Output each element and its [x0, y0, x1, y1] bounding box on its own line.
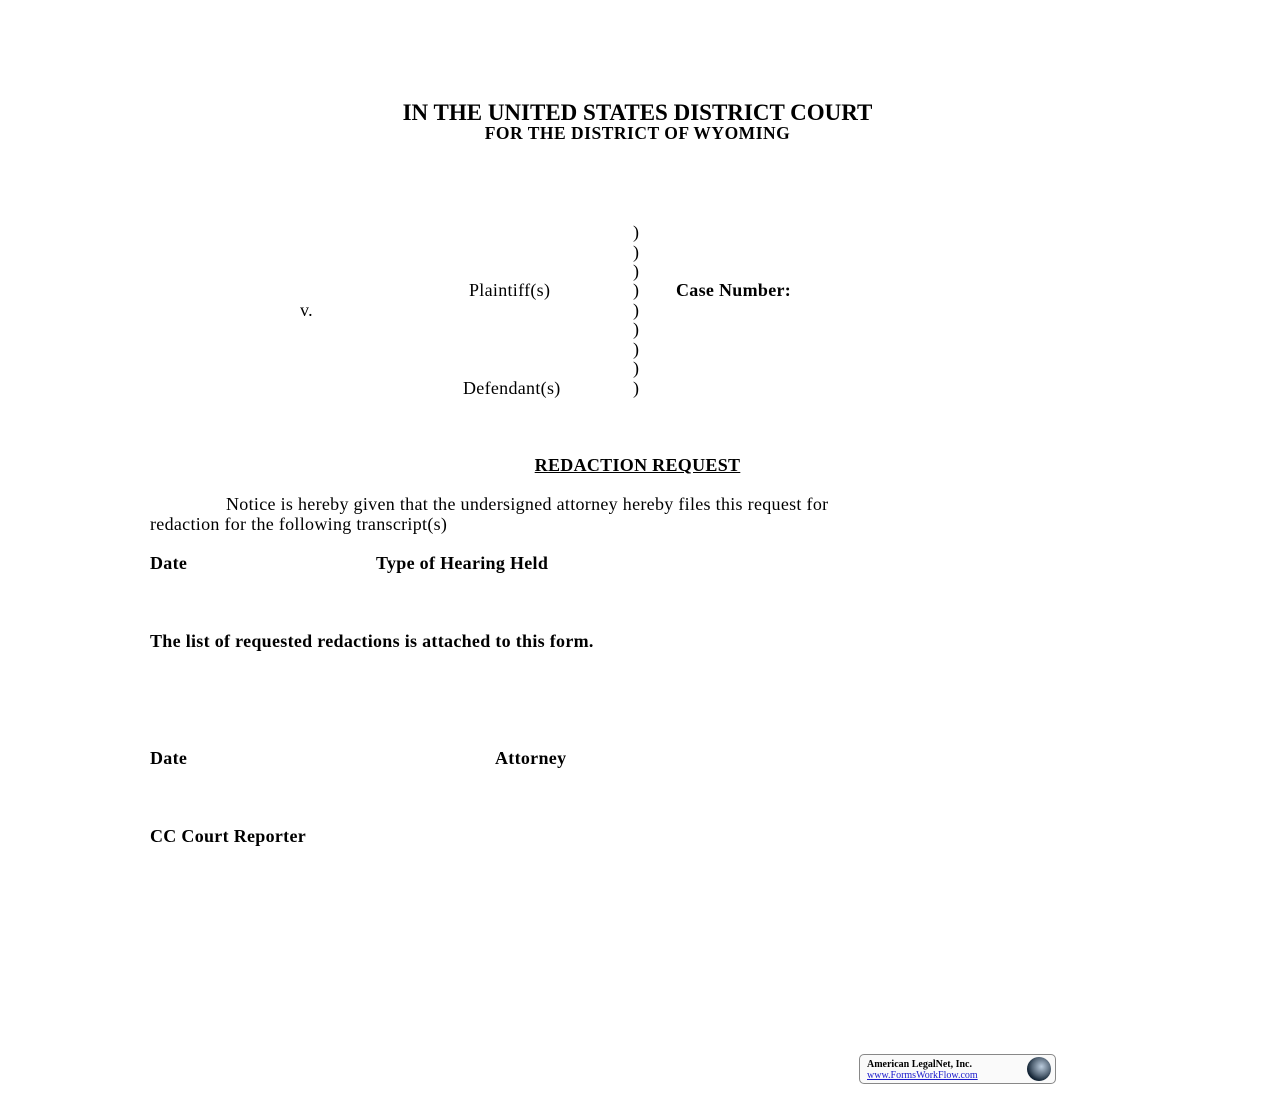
notice-line-1: Notice is hereby given that the undersigned attorney hereby files this request for — [226, 494, 829, 514]
logo-url-link[interactable]: www.FormsWorkFlow.com — [867, 1070, 978, 1081]
signature-date-label: Date — [150, 748, 188, 768]
caption-paren: ) — [633, 261, 640, 281]
hearing-type-header: Type of Hearing Held — [376, 553, 549, 573]
caption-paren: ) — [633, 242, 640, 262]
versus-label: v. — [300, 300, 313, 320]
caption-paren: ) — [633, 319, 640, 339]
attorney-label: Attorney — [495, 748, 567, 768]
american-legalnet-logo[interactable] — [859, 1054, 1056, 1084]
court-title: IN THE UNITED STATES DISTRICT COURT — [402, 100, 873, 125]
caption-paren: ) — [633, 358, 640, 378]
date-header: Date — [150, 553, 188, 573]
caption-paren: ) — [633, 222, 640, 242]
caption-paren: ) — [633, 280, 640, 300]
caption-paren: ) — [633, 300, 640, 320]
caption-paren: ) — [633, 378, 640, 398]
case-number-label: Case Number: — [676, 280, 792, 300]
district-subtitle: FOR THE DISTRICT OF WYOMING — [484, 123, 791, 143]
document-title: REDACTION REQUEST — [534, 455, 741, 475]
logo-company: American LegalNet, Inc. — [867, 1059, 972, 1070]
defendant-label: Defendant(s) — [463, 378, 561, 398]
plaintiff-label: Plaintiff(s) — [469, 280, 551, 300]
caption-paren: ) — [633, 339, 640, 359]
attached-note: The list of requested redactions is attached to this form. — [150, 631, 594, 651]
globe-icon — [1027, 1057, 1051, 1081]
notice-line-2: redaction for the following transcript(s) — [150, 514, 448, 534]
cc-court-reporter: CC Court Reporter — [150, 826, 307, 846]
